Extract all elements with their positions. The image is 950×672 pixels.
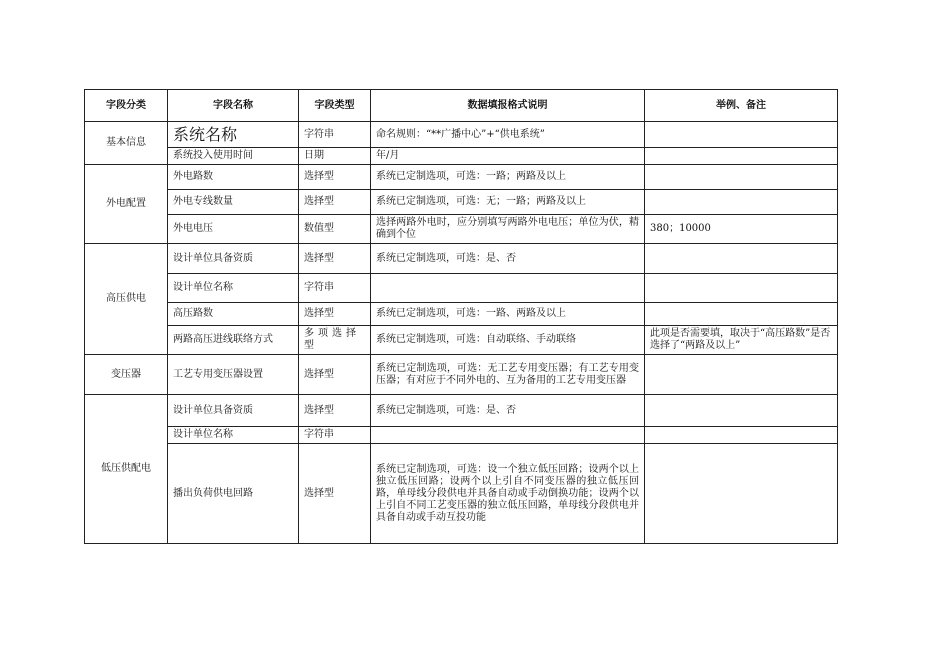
format-description-cell: 系统已定制选项，可选：是、否 [371, 395, 645, 427]
header-format-description: 数据填报格式说明 [371, 90, 645, 122]
table-row [85, 148, 838, 165]
format-description-cell: 系统已定制选项，可选：自动联络、手动联络 [371, 326, 645, 355]
example-remark-cell [645, 355, 838, 395]
example-remark-cell [645, 190, 838, 215]
example-remark-cell [645, 427, 838, 444]
format-description-cell: 系统已定制选项，可选：一路；两路及以上 [371, 165, 645, 190]
format-description-cell: 年/月 [371, 148, 645, 165]
field-name-cell: 系统名称 [168, 122, 299, 148]
example-remark-cell [645, 244, 838, 274]
table-row [85, 215, 838, 244]
field-type-cell: 多项选择型 [299, 326, 371, 355]
format-description-cell: 选择两路外电时，应分别填写两路外电电压；单位为伏，精确到个位 [371, 215, 645, 244]
format-description-cell: 系统已定制选项，可选：一路、两路及以上 [371, 303, 645, 326]
field-type-cell: 选择型 [299, 244, 371, 274]
table-row [85, 326, 838, 355]
field-spec-table [84, 89, 838, 544]
example-remark-cell [645, 444, 838, 544]
header-category: 字段分类 [85, 90, 168, 122]
header-field-type: 字段类型 [299, 90, 371, 122]
table-row [85, 395, 838, 427]
field-type-cell: 日期 [299, 148, 371, 165]
category-cell: 高压供电 [85, 244, 168, 355]
field-name-cell: 外电路数 [168, 165, 299, 190]
field-name-cell: 外电专线数量 [168, 190, 299, 215]
field-name-cell: 设计单位名称 [168, 427, 299, 444]
format-description-cell: 命名规则：“**广播中心”+“供电系统” [371, 122, 645, 148]
table-row [85, 355, 838, 395]
example-remark-cell: 此项是否需要填，取决于“高压路数”是否选择了“两路及以上” [645, 326, 838, 355]
header-field-name: 字段名称 [168, 90, 299, 122]
field-name-cell: 设计单位具备资质 [168, 244, 299, 274]
table-row [85, 122, 838, 148]
field-type-cell: 选择型 [299, 165, 371, 190]
field-name-cell: 外电电压 [168, 215, 299, 244]
field-name-cell: 工艺专用变压器设置 [168, 355, 299, 395]
field-name-cell: 高压路数 [168, 303, 299, 326]
field-type-cell: 字符串 [299, 274, 371, 303]
category-cell: 变压器 [85, 355, 168, 395]
example-remark-cell [645, 303, 838, 326]
field-name-cell: 两路高压进线联络方式 [168, 326, 299, 355]
table-header-row [85, 90, 838, 122]
field-type-cell: 选择型 [299, 355, 371, 395]
example-remark-cell [645, 122, 838, 148]
header-example-remark: 举例、备注 [645, 90, 838, 122]
format-description-cell: 系统已定制选项，可选：是、否 [371, 244, 645, 274]
format-description-cell: 系统已定制选项，可选：设一个独立低压回路；设两个以上独立低压回路；设两个以上引自不同变压器的独立低压回路，单母线分段供电并具备自动或手动倒换功能；设两个以上引自不同工艺变压器的独立低压回路，单母线分段供电并具备自动或手动互投功能 [371, 444, 645, 544]
format-description-cell [371, 427, 645, 444]
category-cell: 基本信息 [85, 122, 168, 165]
field-type-cell: 选择型 [299, 395, 371, 427]
field-name-cell: 设计单位名称 [168, 274, 299, 303]
field-type-cell: 选择型 [299, 303, 371, 326]
field-type-cell: 选择型 [299, 190, 371, 215]
table-row [85, 190, 838, 215]
category-cell: 低压供配电 [85, 395, 168, 544]
example-remark-cell [645, 274, 838, 303]
category-cell: 外电配置 [85, 165, 168, 244]
format-description-cell: 系统已定制选项，可选：无；一路；两路及以上 [371, 190, 645, 215]
example-remark-cell [645, 165, 838, 190]
table-row [85, 444, 838, 544]
field-name-cell: 播出负荷供电回路 [168, 444, 299, 544]
field-name-cell: 系统投入使用时间 [168, 148, 299, 165]
field-name-cell: 设计单位具备资质 [168, 395, 299, 427]
field-type-cell: 数值型 [299, 215, 371, 244]
field-type-cell: 字符串 [299, 122, 371, 148]
table-row [85, 427, 838, 444]
table-row [85, 244, 838, 274]
example-remark-cell [645, 395, 838, 427]
table-row [85, 274, 838, 303]
table-row [85, 165, 838, 190]
format-description-cell [371, 274, 645, 303]
example-remark-cell: 380；10000 [645, 215, 838, 244]
format-description-cell: 系统已定制选项，可选：无工艺专用变压器；有工艺专用变压器；有对应于不同外电的、互为备用的工艺专用变压器 [371, 355, 645, 395]
field-type-cell: 选择型 [299, 444, 371, 544]
field-type-cell: 字符串 [299, 427, 371, 444]
table-row [85, 303, 838, 326]
example-remark-cell [645, 148, 838, 165]
